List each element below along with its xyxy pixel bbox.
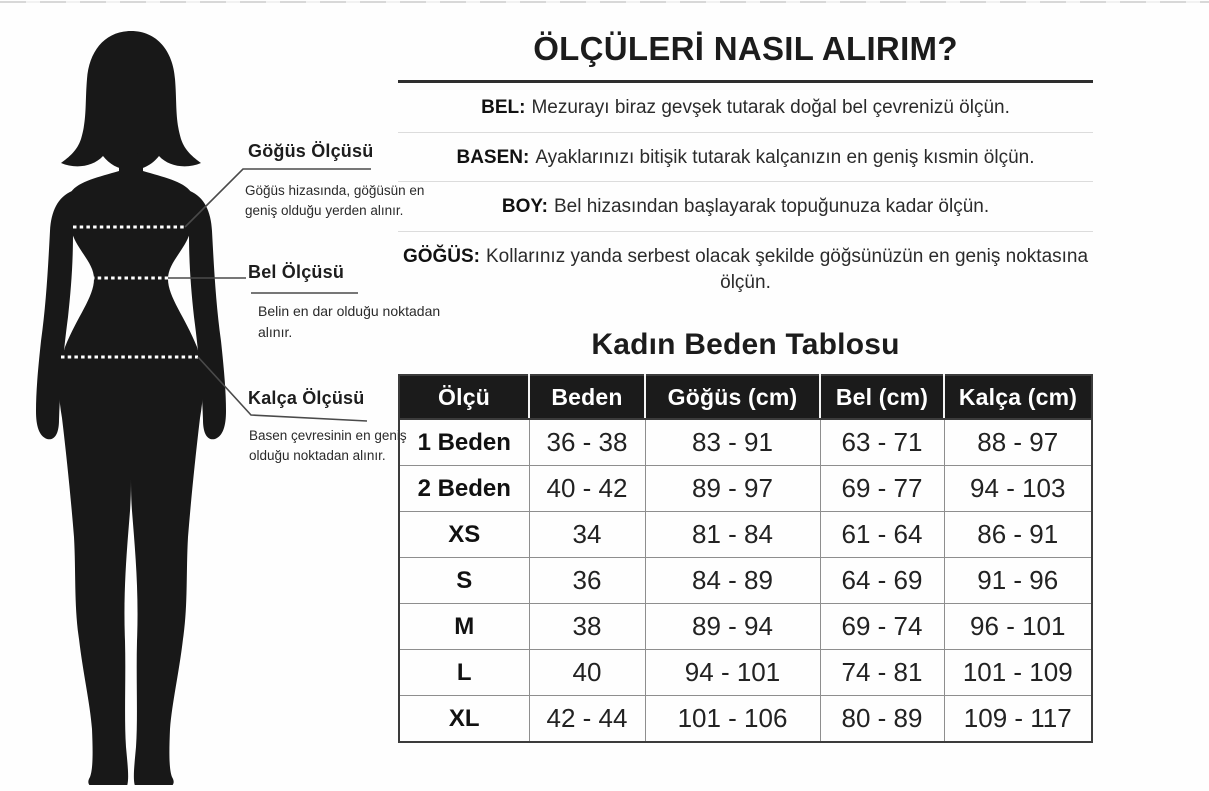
instruction-basen-term: BASEN:	[456, 146, 530, 168]
size-name: S	[399, 558, 529, 604]
instruction-gogus-term: GÖĞÜS:	[402, 245, 480, 267]
kalca-range: 86 - 91	[944, 512, 1092, 558]
kalca-range: 101 - 109	[944, 650, 1092, 696]
kalca-range: 88 - 97	[944, 419, 1092, 466]
beden-range: 34	[529, 512, 645, 558]
kalca-range: 96 - 101	[944, 604, 1092, 650]
instruction-bel-term: BEL:	[481, 97, 526, 118]
instruction-basen	[398, 133, 1093, 183]
kalca-range: 109 - 117	[944, 696, 1092, 743]
col-header-olcu: Ölçü	[399, 375, 529, 419]
gogus-range: 101 - 106	[645, 696, 820, 743]
gogus-range: 89 - 97	[645, 466, 820, 512]
size-table-header-row	[399, 375, 1092, 419]
chest-measure-label: Göğüs Ölçüsü	[248, 141, 374, 161]
bel-range: 63 - 71	[820, 419, 944, 466]
bel-range: 61 - 64	[820, 512, 944, 558]
size-name: M	[399, 604, 529, 650]
table-row	[399, 512, 1092, 558]
instruction-bel-text: Mezurayı biraz gevşek tutarak doğal bel çevrenizü ölçün.	[531, 97, 1010, 118]
col-header-beden: Beden	[529, 375, 645, 419]
instruction-gogus	[398, 232, 1093, 306]
size-name: 2 Beden	[399, 466, 529, 512]
silhouette-head-hair	[61, 31, 201, 170]
table-row	[399, 650, 1092, 696]
beden-range: 40 - 42	[529, 466, 645, 512]
size-name: XL	[399, 696, 529, 743]
instruction-boy-term: BOY:	[501, 196, 548, 218]
beden-range: 40	[529, 650, 645, 696]
size-name: 1 Beden	[399, 419, 529, 466]
kalca-range: 91 - 96	[944, 558, 1092, 604]
bel-range: 69 - 74	[820, 604, 944, 650]
bel-range: 64 - 69	[820, 558, 944, 604]
beden-range: 36 - 38	[529, 419, 645, 466]
waist-measure-label: Bel Ölçüsü	[248, 262, 345, 282]
gogus-range: 89 - 94	[645, 604, 820, 650]
kalca-range: 94 - 103	[944, 466, 1092, 512]
instruction-bel	[398, 83, 1093, 133]
beden-range: 38	[529, 604, 645, 650]
bel-range: 80 - 89	[820, 696, 944, 743]
beden-range: 42 - 44	[529, 696, 645, 743]
hip-measure-description: Basen çevresinin en geniş olduğu noktadan alınır.	[249, 428, 407, 464]
gogus-range: 94 - 101	[645, 650, 820, 696]
beden-range: 36	[529, 558, 645, 604]
size-table-title: Kadın Beden Tablosu	[591, 328, 900, 362]
table-row	[399, 419, 1092, 466]
col-header-kalca: Kalça (cm)	[944, 375, 1092, 419]
col-header-gogus: Göğüs (cm)	[645, 375, 820, 419]
top-edge-line	[0, 1, 1209, 3]
gogus-range: 84 - 89	[645, 558, 820, 604]
table-row	[399, 466, 1092, 512]
chest-measure-description: Göğüs hizasında, göğüsün en geniş olduğu yerden alınır.	[245, 183, 425, 219]
hip-measure-label: Kalça Ölçüsü	[248, 388, 365, 408]
silhouette-body	[59, 151, 203, 785]
bel-range: 69 - 77	[820, 466, 944, 512]
size-name: L	[399, 650, 529, 696]
measure-info-panel	[398, 30, 1093, 743]
instruction-boy-text: Bel hizasından başlayarak topuğunuza kadar ölçün.	[553, 196, 990, 218]
waist-measure-description: Belin en dar olduğu noktadan alınır.	[258, 303, 441, 340]
instruction-gogus-text: Kollarınız yanda serbest olacak şekilde göğsünüzün en geniş noktasına ölçün.	[486, 245, 1089, 293]
table-row	[399, 558, 1092, 604]
page-title: ÖLÇÜLERİ NASIL ALIRIM?	[533, 30, 958, 67]
bel-range: 74 - 81	[820, 650, 944, 696]
table-row	[399, 696, 1092, 743]
instruction-boy	[398, 182, 1093, 232]
size-table	[398, 374, 1093, 743]
size-name: XS	[399, 512, 529, 558]
table-row	[399, 604, 1092, 650]
gogus-range: 83 - 91	[645, 419, 820, 466]
col-header-bel: Bel (cm)	[820, 375, 944, 419]
gogus-range: 81 - 84	[645, 512, 820, 558]
instruction-basen-text: Ayaklarınızı bitişik tutarak kalçanızın en geniş kısmin ölçün.	[535, 146, 1035, 168]
